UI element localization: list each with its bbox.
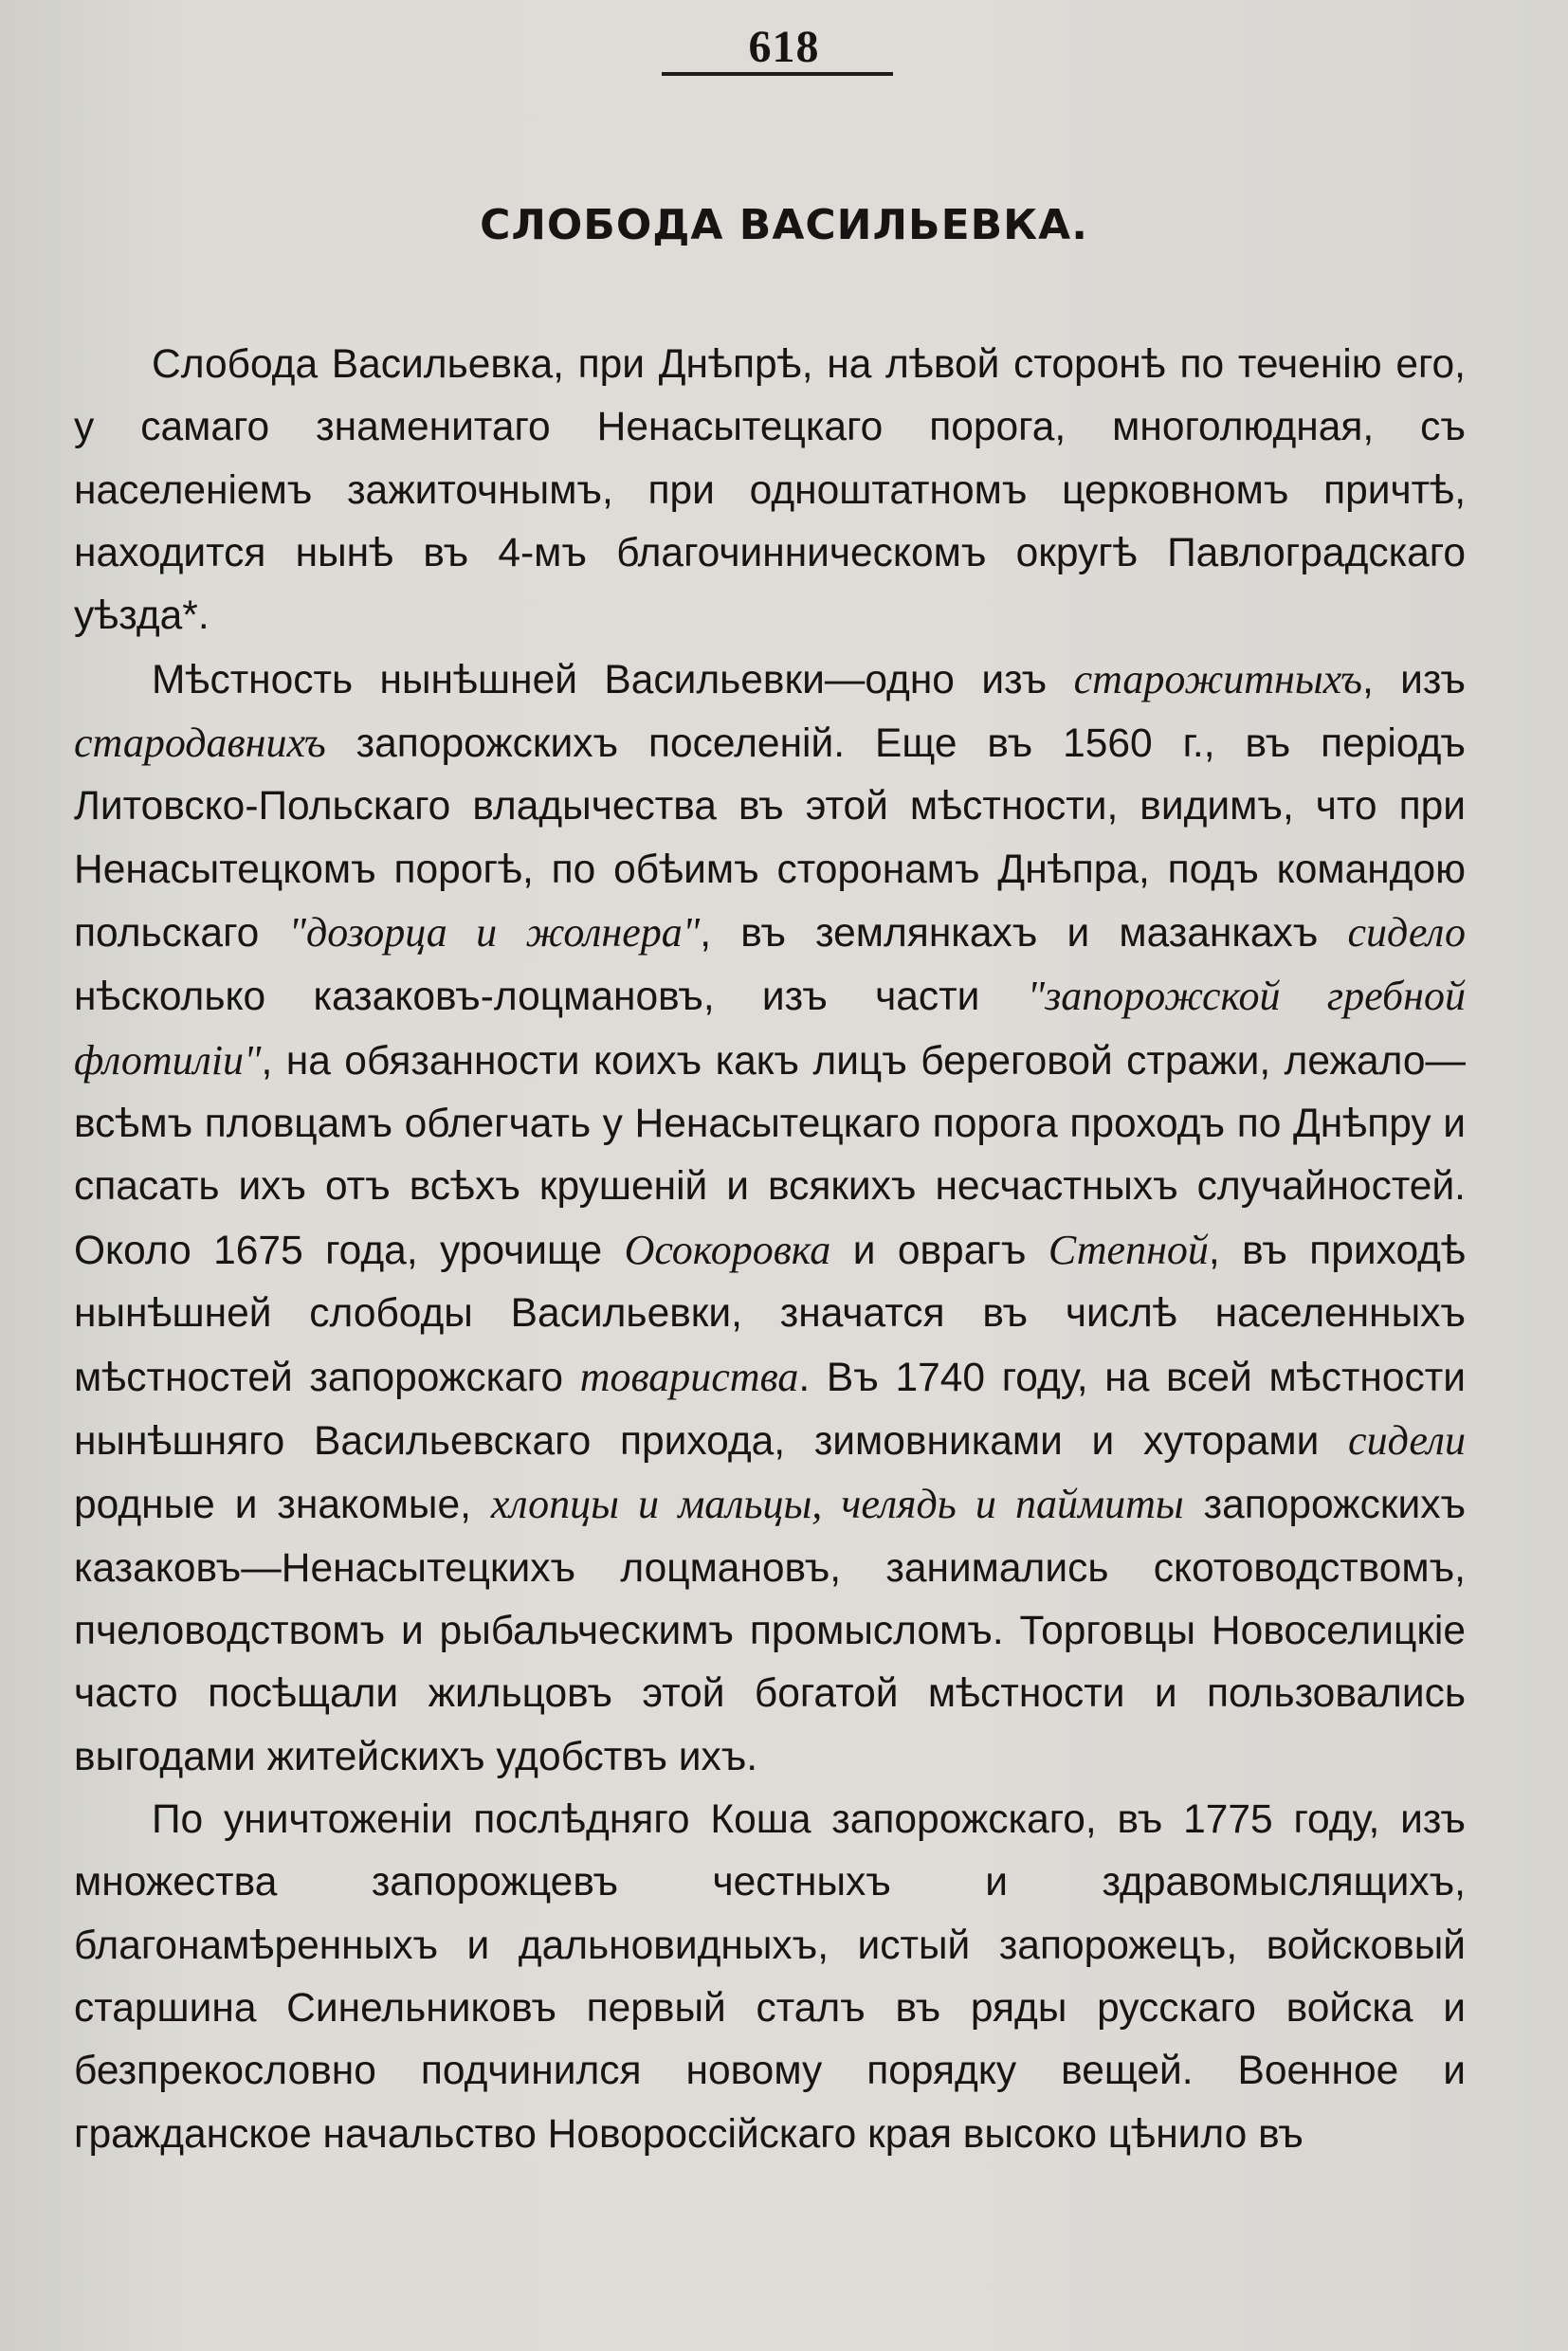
text-run: Слобода Васильевка, при Днѣпрѣ, на лѣвой сторонѣ по теченію его, у самаго знаменитаго Ненасытецкаго порога, многолюдная, съ населеніемъ зажиточнымъ, при одноштатномъ церковномъ причтѣ, находится нынѣ въ 4-мъ благочинническомъ округѣ Павлоградскаго уѣзда*.	[74, 342, 1466, 639]
text-run: , изъ	[1361, 657, 1466, 702]
chapter-title: СЛОБОДА ВАСИЛЬЕВКА.	[480, 201, 1088, 249]
text-run: и оврагъ	[830, 1228, 1048, 1273]
italic-run: "дозорца и жолнера"	[288, 909, 701, 957]
text-run: Мѣстность нынѣшней Васильевки—одно изъ	[152, 657, 1074, 702]
text-run: родные и знакомые,	[74, 1483, 491, 1528]
paragraph	[74, 1789, 1466, 2166]
text-run: нѣсколько казаковъ-лоцмановъ, изъ части	[74, 975, 1028, 1020]
paragraph	[74, 648, 1466, 1789]
text-run: , на обязанности коихъ какъ лицъ береговой стражи, лежало—всѣмъ пловцамъ облегчать у Ненасытецкаго порога проходъ по Днѣпру и спасать ихъ отъ всѣхъ крушеній и всякихъ несчастныхъ случайностей. Около 1675 года, урочище	[74, 1038, 1466, 1273]
italic-run: Осокоровка	[624, 1226, 831, 1273]
italic-run: стародавнихъ	[74, 720, 326, 767]
body-text	[74, 334, 1466, 2166]
text-run: , въ землянкахъ и мазанкахъ	[700, 911, 1348, 957]
page-number: 618	[748, 22, 820, 72]
page-number-rule	[662, 72, 893, 76]
italic-run: товариства	[579, 1353, 799, 1400]
italic-run: хлопцы и мальцы, челядь и паймиты	[490, 1481, 1184, 1528]
italic-run: сидело	[1347, 909, 1466, 957]
italic-run: сидели	[1348, 1416, 1466, 1464]
text-run: запорожскихъ поселеній. Еще въ 1560 г., въ періодъ Литовско-Польскаго владычества въ этой мѣстности, видимъ, что при Ненасытецкомъ порогѣ, по обѣимъ сторонамъ Днѣпра, подъ командою польскаго	[74, 721, 1466, 957]
italic-run: старожитныхъ	[1073, 655, 1362, 702]
italic-run: Степной	[1048, 1226, 1209, 1273]
paragraph	[74, 334, 1466, 648]
text-run: . Въ 1740 году, на всей мѣстности нынѣшняго Васильевскаго прихода, зимовниками и хуторами	[74, 1355, 1466, 1464]
text-run: По уничтоженіи послѣдняго Коша запорожскаго, въ 1775 году, изъ множества запорожцевъ честныхъ и здравомыслящихъ, благонамѣренныхъ и дальновидныхъ, истый запорожецъ, войсковый старшина Синельниковъ первый сталъ въ ряды русскаго войска и безпрекословно подчинился новому порядку вещей. Военное и гражданское начальство Новороссійскаго края высоко цѣнило въ	[74, 1796, 1466, 2157]
text-run: , въ приходѣ нынѣшней слободы Васильевки, значатся въ числѣ населенныхъ мѣстностей запорожскаго	[74, 1228, 1466, 1400]
italic-run: "запорожской гребной флотиліи"	[74, 973, 1466, 1084]
text-run: запорожскихъ казаковъ—Ненасытецкихъ лоцмановъ, занимались скотоводствомъ, пчеловодствомъ и рыбальческимъ промысломъ. Торговцы Новоселицкіе часто посѣщали жильцовъ этой богатой мѣстности и пользовались выгодами житейскихъ удобствъ ихъ.	[74, 1483, 1467, 1779]
